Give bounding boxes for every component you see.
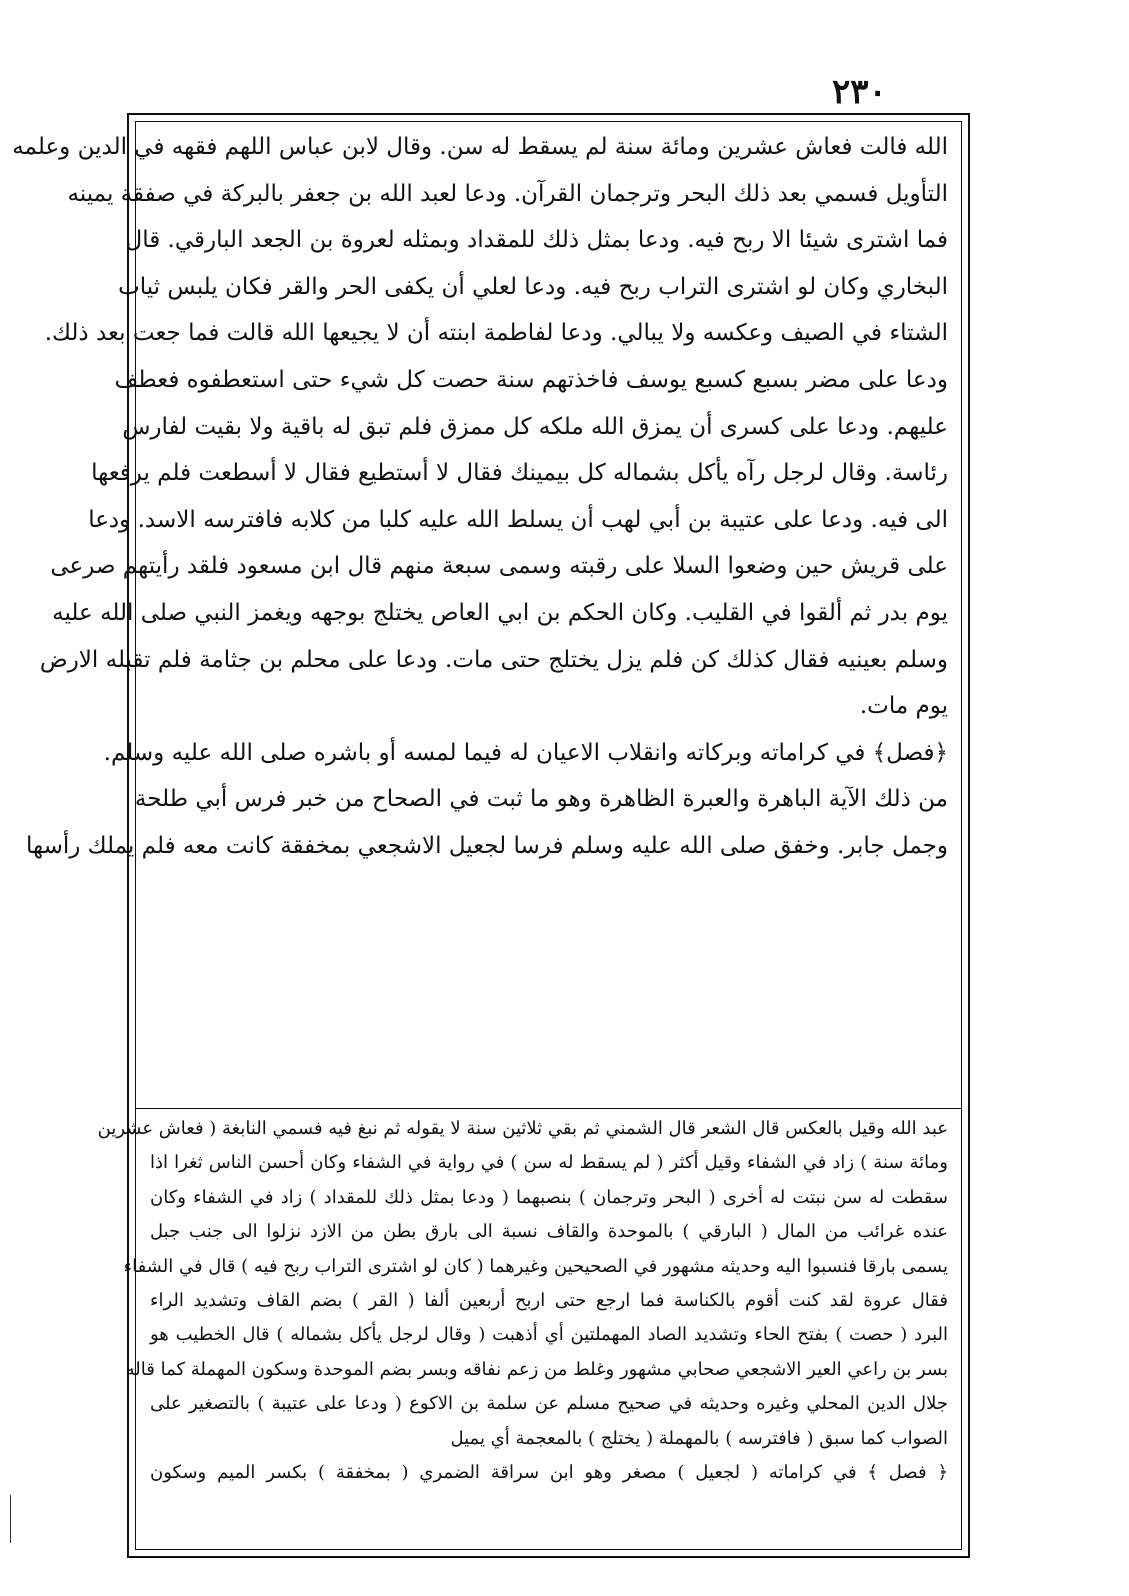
main-text-line: الشتاء في الصيف وعكسه ولا يبالي. ودعا لفاطمة ابنته أن لا يجيعها الله قالت فما جعت بعد ذلك. [44,320,948,347]
footnote-line: بسر بن راعي العير الاشجعي صحابي مشهور وغلط من زعم نفاقه وبسر بضم الموحدة وسكون المهملة كما قاله [125,1358,948,1380]
main-text-line: وجمل جابر. وخفق صلى الله عليه وسلم فرسا لجعيل الاشجعي بمخفقة كانت معه فلم يملك رأسها [25,832,948,859]
main-text-line: عليهم. ودعا على كسرى أن يمزق الله ملكه كل ممزق فلم تبق له باقية ولا بقيت لفارس [122,413,948,440]
main-text-line: من ذلك الآية الباهرة والعبرة الظاهرة وهو ما ثبت في الصحاح من خبر فرس أبي طلحة [134,786,948,813]
footnote-line: البرد ( حصت ) بفتح الحاء وتشديد الصاد المهملتين أي أذهبت ( وقال لرجل يأكل بشماله ) قال الخطيب هو [150,1324,948,1346]
footnote-line: يسمى بارقا فنسبوا اليه وحديثه مشهور في الصحيحين وغيرهما ( كان لو اشترى التراب ربح فيه ) قال في الشفاء [123,1255,948,1277]
footnotes [97,1112,948,1544]
footnote-divider [135,1108,962,1109]
main-text [12,124,948,1104]
main-text-line: الى فيه. ودعا على عتيبة بن أبي لهب أن يسلط الله عليه كلبا من كلابه فافترسه الاسد. ودعا [88,506,948,533]
main-text-line: يوم بدر ثم ألقوا في القليب. وكان الحكم بن ابي العاص يختلج بوجهه ويغمز النبي صلى الله عليه [52,599,948,626]
main-text-line: يوم مات. [859,693,948,720]
page-number: ٢٣٠ [832,72,887,112]
footnote-line: الصواب كما سبق ( فافترسه ) بالمهملة ( يختلج ) بالمعجمة أي يميل [450,1427,948,1449]
main-text-line: على قريش حين وضعوا السلا على رقبته وسمى سبعة منهم قال ابن مسعود فلقد رأيتهم صرعى [50,553,948,580]
scan-edge-mark [10,1495,14,1543]
main-text-line: رئاسة. وقال لرجل رآه يأكل بشماله كل بيمينك فقال لا أستطيع فقال لا أسطعت فلم يرفعها [91,460,948,487]
footnote-line: جلال الدين المحلي وغيره وحديثه في صحيح مسلم عن سلمة بن الاكوع ( ودعا على عتيبة ) بالتصغير على [150,1393,948,1415]
footnote-section-line: ﴿ فصل ﴾ في كراماته ( لجعيل ) مصغر وهو ابن سراقة الضمري ( بمخفقة ) بكسر الميم وسكون [150,1461,948,1483]
main-text-line: الله فالت فعاش عشرين ومائة سنة لم يسقط له سن. وقال لابن عباس اللهم فقهه في الدين وعلمه [12,134,948,160]
main-text-line: البخاري وكان لو اشترى التراب ربح فيه. ودعا لعلي أن يكفى الحر والقر فكان يلبس ثياب [118,273,948,300]
section-heading-line: ﴿فصل﴾ في كراماته وبركاته وانقلاب الاعيان له فيما لمسه أو باشره صلى الله عليه وسلم. [103,739,948,766]
footnote-line: عنده غرائب من المال ( البارقي ) بالموحدة والقاف نسبة الى بارق بطن من الازد نزلوا الى جنب جبل [150,1221,948,1243]
footnote-line: فقال عروة لقد كنت أقوم بالكناسة فما ارجع حتى اربح أربعين ألفا ( القر ) بضم القاف وتشديد الراء [150,1289,948,1311]
main-text-line: وسلم بعينيه فقال كذلك كن فلم يزل يختلج حتى مات. ودعا على محلم بن جثامة فلم تقبله الارض [39,646,948,673]
footnote-line: سقطت له سن نبتت له أخرى ( البحر وترجمان ) بنصبهما ( ودعا بمثل ذلك للمقداد ) زاد في الشفاء وكان [150,1186,948,1208]
footnote-line: عبد الله وقيل بالعكس قال الشعر قال الشمني ثم بقي ثلاثين سنة لا يقوله ثم نبغ فيه فسمي النابغة ( فعاش عشرين [97,1118,948,1139]
main-text-line: ودعا على مضر بسبع كسبع يوسف فاخذتهم سنة حصت كل شيء حتى استعطفوه فعطف [114,366,948,393]
main-text-line: التأويل فسمي بعد ذلك البحر وترجمان القرآن. ودعا لعبد الله بن جعفر بالبركة في صفقة يمينه [67,180,948,207]
footnote-line: ومائة سنة ) زاد في الشفاء وقيل أكثر ( لم يسقط له سن ) في رواية في الشفاء وكان أحسن الناس ثغرا اذا [150,1152,948,1174]
main-text-line: فما اشترى شيئا الا ربح فيه. ودعا بمثل ذلك للمقداد وبمثله لعروة بن الجعد البارقي. قال [125,227,948,254]
